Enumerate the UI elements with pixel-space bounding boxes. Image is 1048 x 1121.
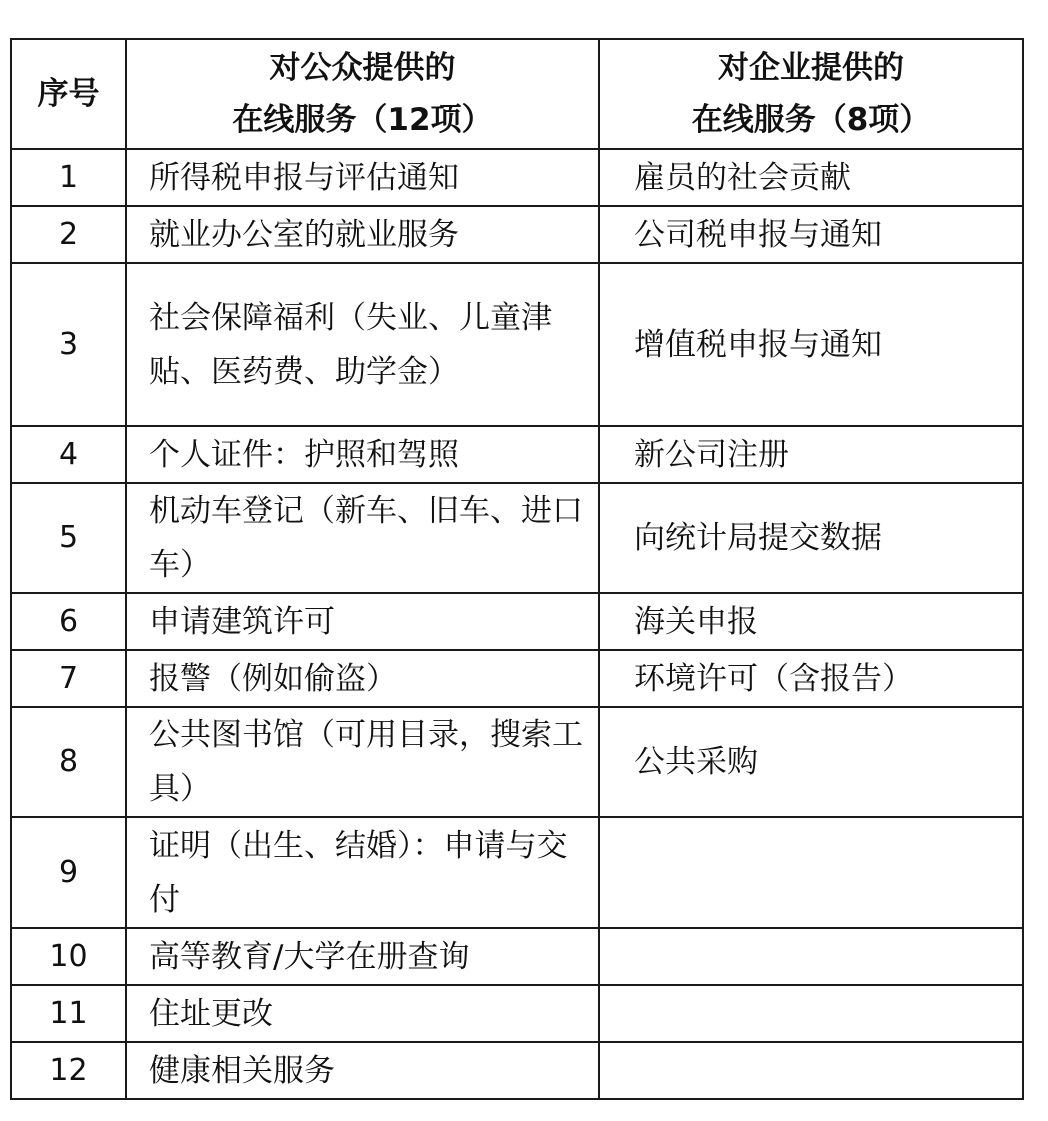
- public-service: 机动车登记（新车、旧车、进口车）: [126, 483, 599, 593]
- enterprise-service: [599, 985, 1023, 1042]
- table-row: [11, 707, 1023, 817]
- enterprise-service: 环境许可（含报告）: [599, 650, 1023, 707]
- table-row: [11, 483, 1023, 593]
- header-index: 序号: [11, 39, 126, 149]
- header-public-line2: 在线服务（12项）: [232, 102, 493, 138]
- enterprise-service: 增值税申报与通知: [599, 263, 1023, 426]
- row-number: 6: [11, 593, 126, 650]
- public-service: 高等教育/大学在册查询: [126, 928, 599, 985]
- public-service: 健康相关服务: [126, 1042, 599, 1099]
- enterprise-service: [599, 928, 1023, 985]
- row-number: 10: [11, 928, 126, 985]
- public-service: 报警（例如偷盗）: [126, 650, 599, 707]
- table-row: [11, 263, 1023, 426]
- enterprise-service: [599, 1042, 1023, 1099]
- public-service: 公共图书馆（可用目录，搜索工具）: [126, 707, 599, 817]
- row-number: 8: [11, 707, 126, 817]
- table-row: [11, 149, 1023, 206]
- public-service: 就业办公室的就业服务: [126, 206, 599, 263]
- header-enterprise: [599, 39, 1023, 149]
- public-service: 所得税申报与评估通知: [126, 149, 599, 206]
- table-row: [11, 206, 1023, 263]
- table-row: [11, 593, 1023, 650]
- table-row: [11, 928, 1023, 985]
- public-service: 证明（出生、结婚）：申请与交付: [126, 817, 599, 928]
- row-number: 9: [11, 817, 126, 928]
- header-public: [126, 39, 599, 149]
- enterprise-service: 雇员的社会贡献: [599, 149, 1023, 206]
- public-service: 个人证件：护照和驾照: [126, 426, 599, 483]
- enterprise-service: 新公司注册: [599, 426, 1023, 483]
- services-table: [10, 38, 1024, 1100]
- row-number: 3: [11, 263, 126, 426]
- enterprise-service: 公共采购: [599, 707, 1023, 817]
- header-row: [11, 39, 1023, 149]
- public-service: 社会保障福利（失业、儿童津贴、医药费、助学金）: [126, 263, 599, 426]
- row-number: 12: [11, 1042, 126, 1099]
- table-row: [11, 650, 1023, 707]
- row-number: 7: [11, 650, 126, 707]
- row-number: 4: [11, 426, 126, 483]
- enterprise-service: 向统计局提交数据: [599, 483, 1023, 593]
- row-number: 5: [11, 483, 126, 593]
- enterprise-service: 公司税申报与通知: [599, 206, 1023, 263]
- header-public-line1: 对公众提供的: [269, 50, 456, 86]
- header-enterprise-line2: 在线服务（8项）: [691, 102, 931, 138]
- enterprise-service: 海关申报: [599, 593, 1023, 650]
- row-number: 11: [11, 985, 126, 1042]
- table-row: [11, 1042, 1023, 1099]
- enterprise-service: [599, 817, 1023, 928]
- header-enterprise-line1: 对企业提供的: [718, 50, 904, 86]
- table-row: [11, 817, 1023, 928]
- row-number: 1: [11, 149, 126, 206]
- public-service: 申请建筑许可: [126, 593, 599, 650]
- row-number: 2: [11, 206, 126, 263]
- table-row: [11, 985, 1023, 1042]
- table-row: [11, 426, 1023, 483]
- public-service: 住址更改: [126, 985, 599, 1042]
